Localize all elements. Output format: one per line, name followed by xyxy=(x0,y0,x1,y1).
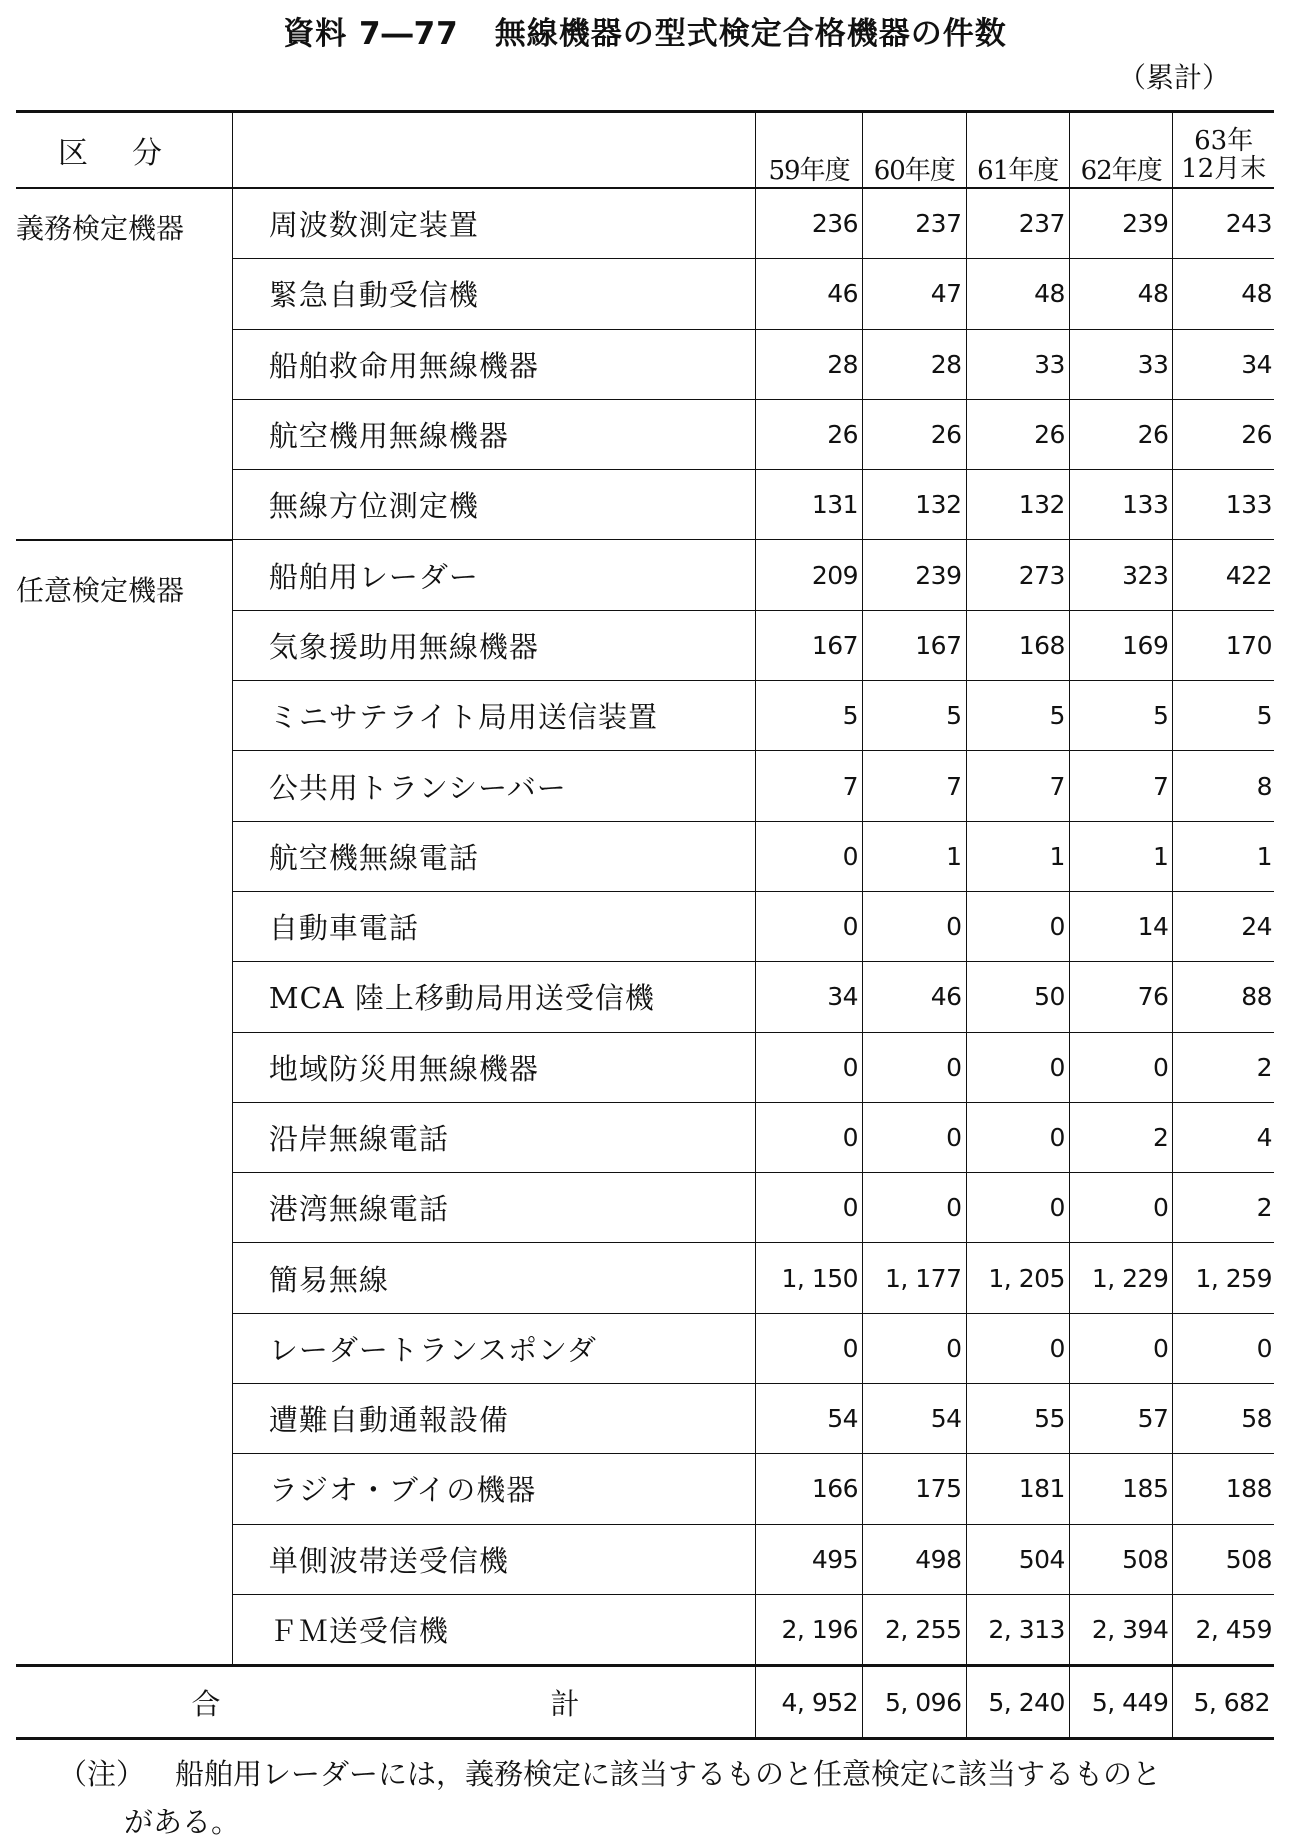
row-value: 1, 259 xyxy=(1173,1243,1274,1313)
row-value: 48 xyxy=(1173,259,1274,329)
row-value: 1, 177 xyxy=(863,1243,966,1313)
footnote xyxy=(58,1750,1258,1846)
row-value: 132 xyxy=(966,470,1069,540)
row-value: 33 xyxy=(1069,329,1172,399)
document-title xyxy=(0,8,1290,53)
row-value: 7 xyxy=(863,751,966,821)
row-value: 131 xyxy=(756,470,863,540)
row-value: 58 xyxy=(1173,1384,1274,1454)
row-value: 5 xyxy=(1069,681,1172,751)
row-value: 0 xyxy=(863,1032,966,1102)
row-value: 7 xyxy=(966,751,1069,821)
row-value: 185 xyxy=(1069,1454,1172,1524)
row-value: 0 xyxy=(756,821,863,891)
total-value: 5, 449 xyxy=(1069,1666,1172,1739)
row-value: 170 xyxy=(1173,610,1274,680)
row-value: 237 xyxy=(966,188,1069,259)
total-value: 5, 682 xyxy=(1173,1666,1274,1739)
row-name: 緊急自動受信機 xyxy=(232,259,755,329)
title-number: 資料 7―77 xyxy=(283,16,459,52)
row-value: 0 xyxy=(756,1173,863,1243)
row-name: 単側波帯送受信機 xyxy=(232,1524,755,1594)
row-value: 239 xyxy=(1069,188,1172,259)
row-value: 2, 459 xyxy=(1173,1594,1274,1665)
row-value: 26 xyxy=(756,399,863,469)
row-value: 508 xyxy=(1069,1524,1172,1594)
row-value: 498 xyxy=(863,1524,966,1594)
total-label-a: 合 xyxy=(191,1686,221,1721)
row-value: 422 xyxy=(1173,540,1274,610)
row-value: 5 xyxy=(756,681,863,751)
row-name: 簡易無線 xyxy=(232,1243,755,1313)
row-value: 50 xyxy=(966,962,1069,1032)
row-value: 273 xyxy=(966,540,1069,610)
row-value: 54 xyxy=(756,1384,863,1454)
row-value: 504 xyxy=(966,1524,1069,1594)
row-value: 0 xyxy=(1173,1313,1274,1383)
row-value: 167 xyxy=(756,610,863,680)
row-value: 46 xyxy=(756,259,863,329)
table-row xyxy=(16,188,1274,259)
row-value: 495 xyxy=(756,1524,863,1594)
row-value: 7 xyxy=(756,751,863,821)
row-value: 0 xyxy=(756,1102,863,1172)
row-value: 133 xyxy=(1173,470,1274,540)
row-value: 1, 150 xyxy=(756,1243,863,1313)
header-year-63-line1: 63年 xyxy=(1194,126,1254,157)
row-value: 2 xyxy=(1173,1173,1274,1243)
footnote-line1: 船舶用レーダーには，義務検定に該当するものと任意検定に該当するものと xyxy=(175,1757,1162,1791)
header-year-60: 60年度 xyxy=(863,112,966,189)
row-value: 0 xyxy=(966,1032,1069,1102)
row-value: 0 xyxy=(756,1313,863,1383)
row-value: 188 xyxy=(1173,1454,1274,1524)
total-value: 5, 240 xyxy=(966,1666,1069,1739)
row-value: 57 xyxy=(1069,1384,1172,1454)
row-name: 無線方位測定機 xyxy=(232,470,755,540)
row-value: 0 xyxy=(756,1032,863,1102)
total-row xyxy=(16,1666,1274,1739)
row-value: 26 xyxy=(966,399,1069,469)
row-name: 周波数測定装置 xyxy=(232,188,755,259)
row-name: 気象援助用無線機器 xyxy=(232,610,755,680)
data-table xyxy=(16,110,1274,1740)
row-value: 46 xyxy=(863,962,966,1032)
unit-label: （累計） xyxy=(1117,61,1230,94)
row-value: 2, 196 xyxy=(756,1594,863,1665)
row-value: 0 xyxy=(756,891,863,961)
row-value: 239 xyxy=(863,540,966,610)
row-value: 1, 205 xyxy=(966,1243,1069,1313)
header-category: 区分 xyxy=(16,112,232,189)
row-value: 0 xyxy=(863,1313,966,1383)
row-name: 公共用トランシーバー xyxy=(232,751,755,821)
total-value: 5, 096 xyxy=(863,1666,966,1739)
row-value: 88 xyxy=(1173,962,1274,1032)
row-name: 船舶救命用無線機器 xyxy=(232,329,755,399)
row-name: 地域防災用無線機器 xyxy=(232,1032,755,1102)
row-value: 5 xyxy=(966,681,1069,751)
total-value: 4, 952 xyxy=(756,1666,863,1739)
footnote-line2: がある。 xyxy=(124,1805,241,1839)
row-value: 0 xyxy=(1069,1313,1172,1383)
category-optional: 任意検定機器 xyxy=(16,540,232,1666)
row-value: 0 xyxy=(1069,1173,1172,1243)
row-value: 54 xyxy=(863,1384,966,1454)
row-value: 26 xyxy=(1069,399,1172,469)
row-value: 28 xyxy=(756,329,863,399)
row-value: 47 xyxy=(863,259,966,329)
row-name: 港湾無線電話 xyxy=(232,1173,755,1243)
row-value: 8 xyxy=(1173,751,1274,821)
row-value: 76 xyxy=(1069,962,1172,1032)
row-value: 133 xyxy=(1069,470,1172,540)
total-label-b: 計 xyxy=(550,1686,580,1721)
row-value: 26 xyxy=(863,399,966,469)
row-value: 0 xyxy=(863,1102,966,1172)
row-name: MCA 陸上移動局用送受信機 xyxy=(232,962,755,1032)
row-value: 508 xyxy=(1173,1524,1274,1594)
row-value: 1 xyxy=(863,821,966,891)
row-value: 169 xyxy=(1069,610,1172,680)
header-year-62: 62年度 xyxy=(1069,112,1172,189)
row-value: 14 xyxy=(1069,891,1172,961)
row-value: 132 xyxy=(863,470,966,540)
row-value: 1 xyxy=(1173,821,1274,891)
row-name: レーダートランスポンダ xyxy=(232,1313,755,1383)
row-name: 航空機無線電話 xyxy=(232,821,755,891)
row-name: 自動車電話 xyxy=(232,891,755,961)
row-value: 0 xyxy=(966,1313,1069,1383)
header-name xyxy=(232,112,755,189)
row-value: 55 xyxy=(966,1384,1069,1454)
row-value: 1 xyxy=(966,821,1069,891)
row-value: 33 xyxy=(966,329,1069,399)
row-value: 34 xyxy=(1173,329,1274,399)
header-year-63 xyxy=(1173,112,1274,189)
row-name: 航空機用無線機器 xyxy=(232,399,755,469)
row-value: 1, 229 xyxy=(1069,1243,1172,1313)
row-value: 0 xyxy=(966,1173,1069,1243)
row-name: 遭難自動通報設備 xyxy=(232,1384,755,1454)
row-value: 167 xyxy=(863,610,966,680)
row-value: 48 xyxy=(1069,259,1172,329)
row-value: 34 xyxy=(756,962,863,1032)
row-name: 船舶用レーダー xyxy=(232,540,755,610)
row-value: 2 xyxy=(1069,1102,1172,1172)
row-value: 1 xyxy=(1069,821,1172,891)
title-text: 無線機器の型式検定合格機器の件数 xyxy=(494,16,1007,52)
row-value: 2, 313 xyxy=(966,1594,1069,1665)
row-value: 243 xyxy=(1173,188,1274,259)
row-name: ラジオ・ブイの機器 xyxy=(232,1454,755,1524)
row-value: 236 xyxy=(756,188,863,259)
row-value: 48 xyxy=(966,259,1069,329)
row-value: 7 xyxy=(1069,751,1172,821)
header-year-63-line2: 12月末 xyxy=(1181,153,1267,184)
row-value: 168 xyxy=(966,610,1069,680)
row-value: 175 xyxy=(863,1454,966,1524)
row-value: 181 xyxy=(966,1454,1069,1524)
row-value: 0 xyxy=(863,1173,966,1243)
row-value: 166 xyxy=(756,1454,863,1524)
table-row xyxy=(16,540,1274,610)
row-name: ＦＭ送受信機 xyxy=(232,1594,755,1665)
row-value: 0 xyxy=(863,891,966,961)
row-value: 5 xyxy=(863,681,966,751)
row-value: 4 xyxy=(1173,1102,1274,1172)
row-value: 2, 394 xyxy=(1069,1594,1172,1665)
category-mandatory: 義務検定機器 xyxy=(16,212,185,245)
row-value: 0 xyxy=(966,891,1069,961)
row-value: 323 xyxy=(1069,540,1172,610)
table-body xyxy=(16,188,1274,1666)
header-year-61: 61年度 xyxy=(966,112,1069,189)
row-value: 24 xyxy=(1173,891,1274,961)
row-value: 26 xyxy=(1173,399,1274,469)
row-value: 28 xyxy=(863,329,966,399)
table-header-row xyxy=(16,112,1274,189)
footnote-label: （注） xyxy=(58,1757,146,1791)
row-name: ミニサテライト局用送信装置 xyxy=(232,681,755,751)
row-value: 2 xyxy=(1173,1032,1274,1102)
row-value: 0 xyxy=(966,1102,1069,1172)
row-value: 237 xyxy=(863,188,966,259)
header-year-59: 59年度 xyxy=(756,112,863,189)
row-value: 2, 255 xyxy=(863,1594,966,1665)
row-value: 0 xyxy=(1069,1032,1172,1102)
row-value: 5 xyxy=(1173,681,1274,751)
total-label xyxy=(16,1666,756,1739)
row-value: 209 xyxy=(756,540,863,610)
row-name: 沿岸無線電話 xyxy=(232,1102,755,1172)
